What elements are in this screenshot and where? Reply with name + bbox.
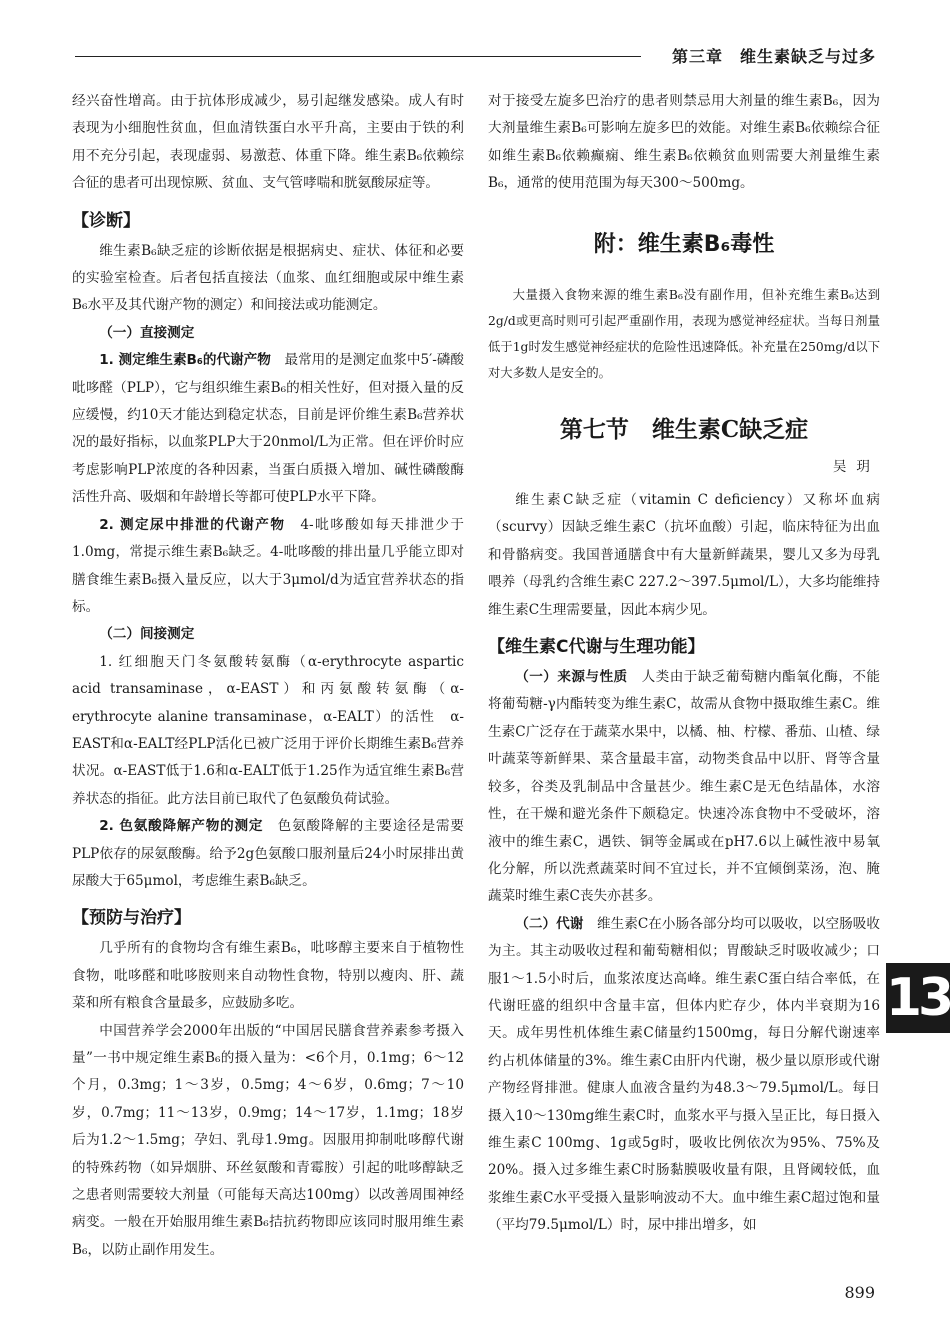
source-text: 人类由于缺乏葡萄糖内酯氧化酶，不能将葡萄糖-γ内酯转变为维生素C，故需从食物中摄取维生素C。维生素C广泛存在于蔬菜水果中，以橘、柚、柠檬、番茄、山楂、绿叶蔬菜等新鲜果、菜含量最丰富，动物类食品中以肝、肾等含量较多，谷类及乳制品中含量甚少。维生素C是无色结晶体，水溶性，在干燥和避光条件下颇稳定。快速冷冻食物中不受破坏，溶液中的维生素C，遇铁、铜等金属或在pH7.6以上碱性液中易氧化分解，所以洗煮蔬菜时间不宜过长，并不宜倾倒菜汤，泡、腌蔬菜时维生素C丧失亦甚多。 bbox=[488, 669, 880, 905]
direct-test-1-text: 最常用的是测定血浆中5′-磷酸吡哆醛（PLP），它与组织维生素B₆的相关性好，但对摄入量的反应缓慢，约10天才能达到稳定状态，目前是评价维生素B₆营养状况的最好指标，以血浆PLP大于20nmol/L为正常。但在评价时应考虑影响PLP浓度的各种因素，当蛋白质摄入增加、碱性磷酸酶活性升高、吸烟和年龄增长等都可使PLP水平下降。 bbox=[72, 352, 465, 506]
prevention-paragraph-2: 中国营养学会2000年出版的“中国居民膳食营养素参考摄入量”一书中规定维生素B₆的摄入量为：<6个月，0.1mg；6～12个月，0.3mg；1～3岁，0.5mg；4～6岁，0.6mg；7～10岁，0.7mg；11～13岁，0.9mg；14～17岁，1.1mg；18岁后为1.2～1.5mg；孕妇、乳母1.9mg。因服用抑制吡哆醇代谢的特殊药物（如异烟肼、环丝氨酸和青霉胺）引起的吡哆醇缺乏之患者则需要较大剂量（可能每天高达100mg）以改善周围神经病变。一般在开始服用维生素B₆拮抗药物即应该同时服用维生素B₆，以防止副作用发生。 bbox=[72, 1022, 464, 1258]
diagnosis-heading: 【诊断】 bbox=[72, 210, 140, 231]
right-paragraph-1: 对于接受左旋多巴治疗的患者则禁忌用大剂量的维生素B₆，因为大剂量维生素B₆可影响左旋多巴的效能。对维生素B₆依赖综合征如维生素B₆依赖癫痫、维生素B₆依赖贫血则需要大剂量维生素B₆，通常的使用范围为每天300～500mg。 bbox=[488, 93, 880, 192]
appendix-title: 附：维生素B₆毒性 bbox=[593, 231, 775, 257]
direct-test-heading: （一）直接测定 bbox=[99, 324, 195, 341]
source-paragraph bbox=[488, 664, 880, 911]
author: 吴玥 bbox=[832, 458, 880, 475]
header-rule bbox=[75, 56, 641, 57]
direct-test-1 bbox=[72, 347, 464, 511]
left-column bbox=[72, 88, 464, 1264]
direct-test-2-text: 4-吡哆酸如每天排泄少于1.0mg，常提示维生素B₆缺乏。4-吡哆酸的排出量几乎能立即对膳食维生素B₆摄入量反应，以大于3μmol/d为适宜营养状态的指标。 bbox=[72, 516, 464, 615]
prevention-heading: 【预防与治疗】 bbox=[72, 908, 191, 929]
metabolism-heading: 【维生素C代谢与生理功能】 bbox=[488, 637, 705, 658]
direct-test-2-head: 2. 测定尿中排泄的代谢产物 bbox=[99, 516, 286, 533]
chapter-header: 第三章 维生素缺乏与过多 bbox=[671, 47, 876, 66]
metabolism-text: 维生素C在小肠各部分均可以吸收，以空肠吸收为主。其主动吸收过程和葡萄糖相似；胃酸缺乏时吸收减少；口服1～1.5小时后，血浆浓度达高峰。维生素C蛋白结合率低，在代谢旺盛的组织中含量丰富，但体内贮存少，体内半衰期为16天。成年男性机体维生素C储量约1500mg，每日分解代谢速率约占机体储量的3%。维生素C由肝内代谢，极少量以原形或代谢产物经肾排泄。健康人血液含量约为48.3～79.5μmol/L。每日摄入10～130mg维生素C时，血浆水平与摄入呈正比，每日摄入维生素C 100mg、1g或5g时，吸收比例依次为95%、75%及20%。摄入过多维生素C时肠黏膜吸收量有限，且肾阈较低，血浆维生素C水平受摄入量影响波动不大。血中维生素C超过饱和量（平均79.5μmol/L）时，尿中排出增多，如 bbox=[488, 915, 880, 1234]
indirect-test-1: 1. 红细胞天门冬氨酸转氨酶（α-erythrocyte aspartic acid transaminase，α-EAST）和丙氨酸转氨酶（α-erythrocyte alanine transaminase，α-EALT）的活性 α-EAST和α-EALT经PLP活化已被广泛用于评价长期维生素B₆营养状况。α-EAST低于1.6和α-EALT低于1.25作为适宜维生素B₆营养状态的指征。此方法目前已取代了色氨酸负荷试验。 bbox=[72, 653, 464, 807]
indirect-test-2-text: 色氨酸降解的主要途径是需要PLP依存的尿氨酸酶。给予2g色氨酸口服剂量后24小时尿排出黄尿酸大于65μmol，考虑维生素B₆缺乏。 bbox=[72, 818, 464, 889]
right-column bbox=[488, 88, 880, 1240]
appendix-paragraph: 大量摄入食物来源的维生素B₆没有副作用，但补充维生素B₆达到2g/d或更高时则可引起严重副作用，表现为感觉神经症状。当每日剂量低于1g时发生感觉神经症状的危险性迅速降低。补充量在250mg/d以下对大多数人是安全的。 bbox=[488, 287, 880, 380]
source-head: （一）来源与性质 bbox=[515, 669, 628, 686]
left-paragraph-1: 经兴奋性增高。由于抗体形成减少，易引起继发感染。成人有时表现为小细胞性贫血，但血清铁蛋白水平升高，主要由于铁的利用不充分引起，表现虚弱、易激惹、体重下降。维生素B₆依赖综合征的患者可出现惊厥、贫血、支气管哮喘和胱氨酸尿症等。 bbox=[72, 93, 464, 192]
metabolism-paragraph bbox=[488, 911, 880, 1240]
chapter-tab: 13 bbox=[886, 963, 950, 1033]
intro-paragraph: 维生素C缺乏症（vitamin C deficiency）又称坏血病（scurvy）因缺乏维生素C（抗坏血酸）引起，临床特征为出血和骨骼病变。我国普通膳食中有大量新鲜蔬果，婴儿又多为母乳喂养（母乳约含维生素C 227.2～397.5μmol/L），大多均能维持维生素C生理需要量，因此本病少见。 bbox=[488, 492, 880, 618]
prevention-paragraph-1: 几乎所有的食物均含有维生素B₆，吡哆醇主要来自于植物性食物，吡哆醛和吡哆胺则来自动物性食物，特别以瘦肉、肝、蔬菜和所有粮食含量最多，应鼓励多吃。 bbox=[72, 940, 464, 1012]
indirect-test-2-head: 2. 色氨酸降解产物的测定 bbox=[99, 818, 264, 835]
direct-test-2 bbox=[72, 512, 464, 622]
indirect-test-2 bbox=[72, 813, 464, 895]
diagnosis-paragraph: 维生素B₆缺乏症的诊断依据是根据病史、症状、体征和必要的实验室检查。后者包括直接法（血浆、血红细胞或尿中维生素B₆水平及其代谢产物的测定）和间接法或功能测定。 bbox=[72, 242, 464, 314]
metabolism-head: （二）代谢 bbox=[515, 915, 584, 932]
section-title: 第七节 维生素C缺乏症 bbox=[559, 415, 809, 443]
indirect-test-heading: （二）间接测定 bbox=[99, 626, 195, 643]
direct-test-1-head: 1. 测定维生素B₆的代谢产物 bbox=[99, 352, 271, 369]
page-number: 899 bbox=[844, 1283, 875, 1302]
